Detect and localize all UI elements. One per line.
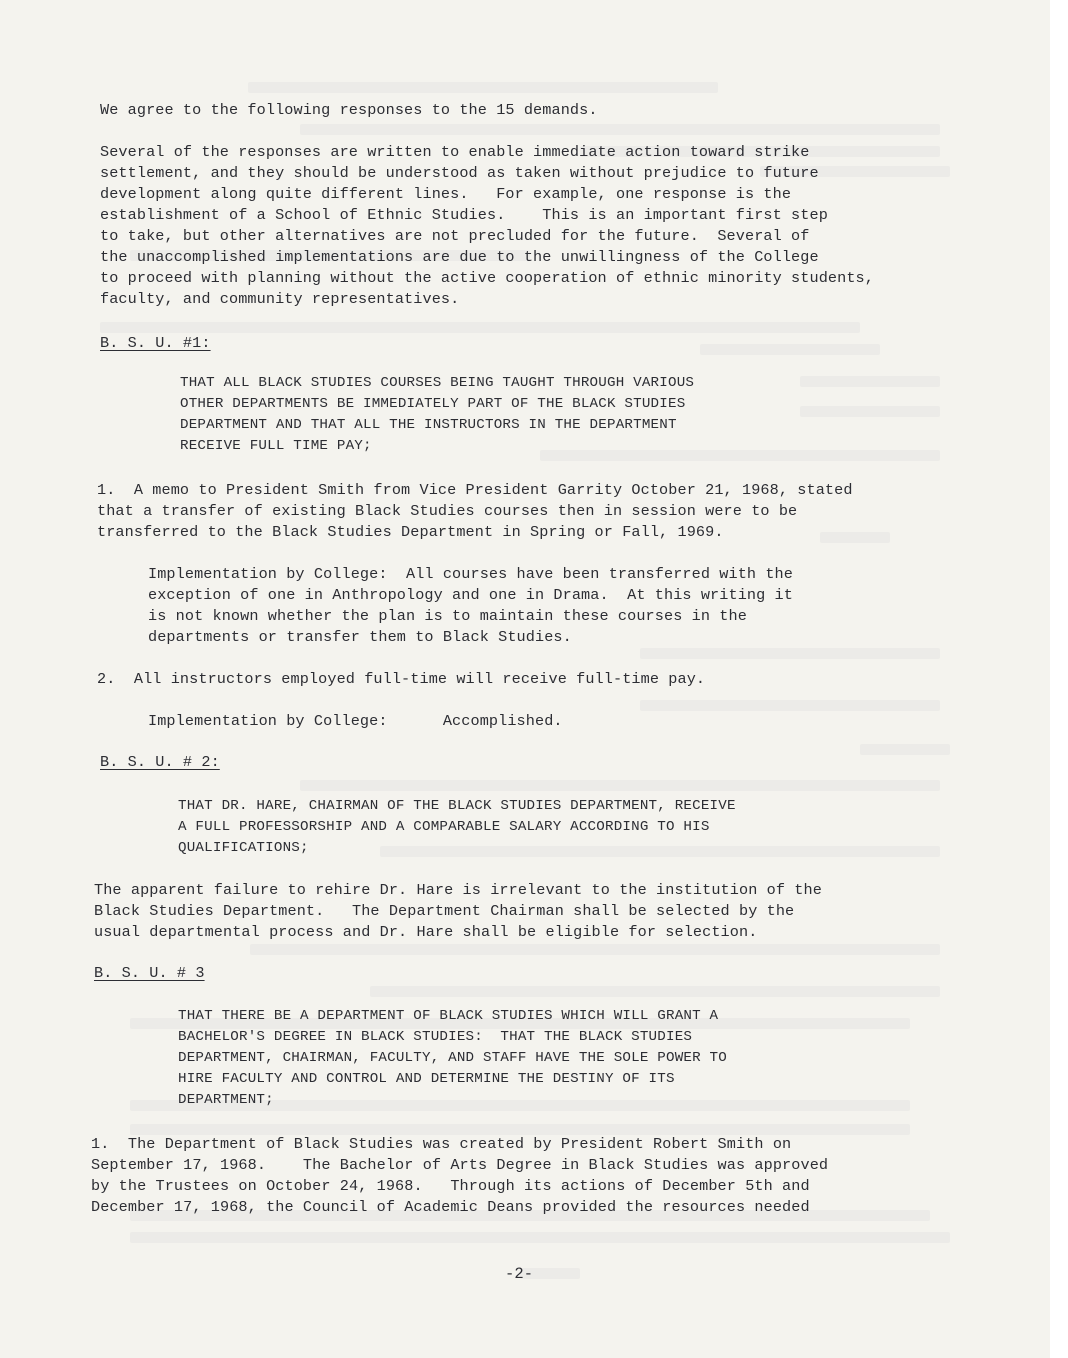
demand-line: THAT ALL BLACK STUDIES COURSES BEING TAUGHT THROUGH VARIOUS (180, 375, 695, 391)
response-line: transferred to the Black Studies Department in Spring or Fall, 1969. (97, 523, 724, 541)
paragraph-line: faculty, and community representatives. (100, 290, 460, 308)
paragraph-line: to proceed with planning without the active cooperation of ethnic minority students, (100, 269, 874, 287)
demand-line: OTHER DEPARTMENTS BE IMMEDIATELY PART OF THE BLACK STUDIES (180, 396, 686, 412)
response-line: that a transfer of existing Black Studies courses then in session were to be (97, 502, 798, 520)
response-line: 1. The Department of Black Studies was created by President Robert Smith on (91, 1135, 792, 1153)
demand-line: HIRE FACULTY AND CONTROL AND DETERMINE THE DESTINY OF ITS (178, 1071, 675, 1087)
paragraph-line: establishment of a School of Ethnic Studies. This is an important first step (100, 206, 828, 224)
intro-line: We agree to the following responses to the 15 demands. (100, 101, 598, 119)
bsu1-heading: B. S. U. #1: (100, 334, 211, 352)
paragraph-line: Several of the responses are written to enable immediate action toward strike (100, 143, 810, 161)
paragraph-line: development along quite different lines. For example, one response is the (100, 185, 792, 203)
demand-line: DEPARTMENT AND THAT ALL THE INSTRUCTORS IN THE DEPARTMENT (180, 417, 677, 433)
demand-line: A FULL PROFESSORSHIP AND A COMPARABLE SALARY ACCORDING TO HIS (178, 819, 710, 835)
page-number: -2- (505, 1265, 534, 1283)
implementation-line: exception of one in Anthropology and one in Drama. At this writing it (148, 586, 793, 604)
demand-line: QUALIFICATIONS; (178, 840, 309, 856)
response-line: Black Studies Department. The Department Chairman shall be selected by the (94, 902, 795, 920)
demand-line: BACHELOR'S DEGREE IN BLACK STUDIES: THAT THE BLACK STUDIES (178, 1029, 693, 1045)
paragraph-line: to take, but other alternatives are not precluded for the future. Several of (100, 227, 810, 245)
demand-line: THAT THERE BE A DEPARTMENT OF BLACK STUDIES WHICH WILL GRANT A (178, 1008, 719, 1024)
demand-line: THAT DR. HARE, CHAIRMAN OF THE BLACK STUDIES DEPARTMENT, RECEIVE (178, 798, 736, 814)
scan-margin (1050, 0, 1068, 1358)
bsu3-heading: B. S. U. # 3 (94, 964, 205, 982)
demand-line: DEPARTMENT, CHAIRMAN, FACULTY, AND STAFF HAVE THE SOLE POWER TO (178, 1050, 727, 1066)
implementation-line: departments or transfer them to Black Studies. (148, 628, 572, 646)
bsu1-implementation-2: Implementation by College: Accomplished. (148, 712, 563, 730)
response-line: 1. A memo to President Smith from Vice President Garrity October 21, 1968, stated (97, 481, 853, 499)
implementation-line: is not known whether the plan is to maintain these courses in the (148, 607, 747, 625)
response-line: September 17, 1968. The Bachelor of Arts Degree in Black Studies was approved (91, 1156, 829, 1174)
paragraph-line: settlement, and they should be understood as taken without prejudice to future (100, 164, 819, 182)
demand-line: DEPARTMENT; (178, 1092, 274, 1108)
bsu2-heading: B. S. U. # 2: (100, 753, 220, 771)
response-line: usual departmental process and Dr. Hare shall be eligible for selection. (94, 923, 758, 941)
bsu1-response-2: 2. All instructors employed full-time will receive full-time pay. (97, 670, 706, 688)
response-line: The apparent failure to rehire Dr. Hare is irrelevant to the institution of the (94, 881, 822, 899)
paragraph-line: the unaccomplished implementations are due to the unwillingness of the College (100, 248, 819, 266)
demand-line: RECEIVE FULL TIME PAY; (180, 438, 372, 454)
response-line: December 17, 1968, the Council of Academic Deans provided the resources needed (91, 1198, 810, 1216)
response-line: by the Trustees on October 24, 1968. Through its actions of December 5th and (91, 1177, 810, 1195)
implementation-line: Implementation by College: All courses have been transferred with the (148, 565, 793, 583)
